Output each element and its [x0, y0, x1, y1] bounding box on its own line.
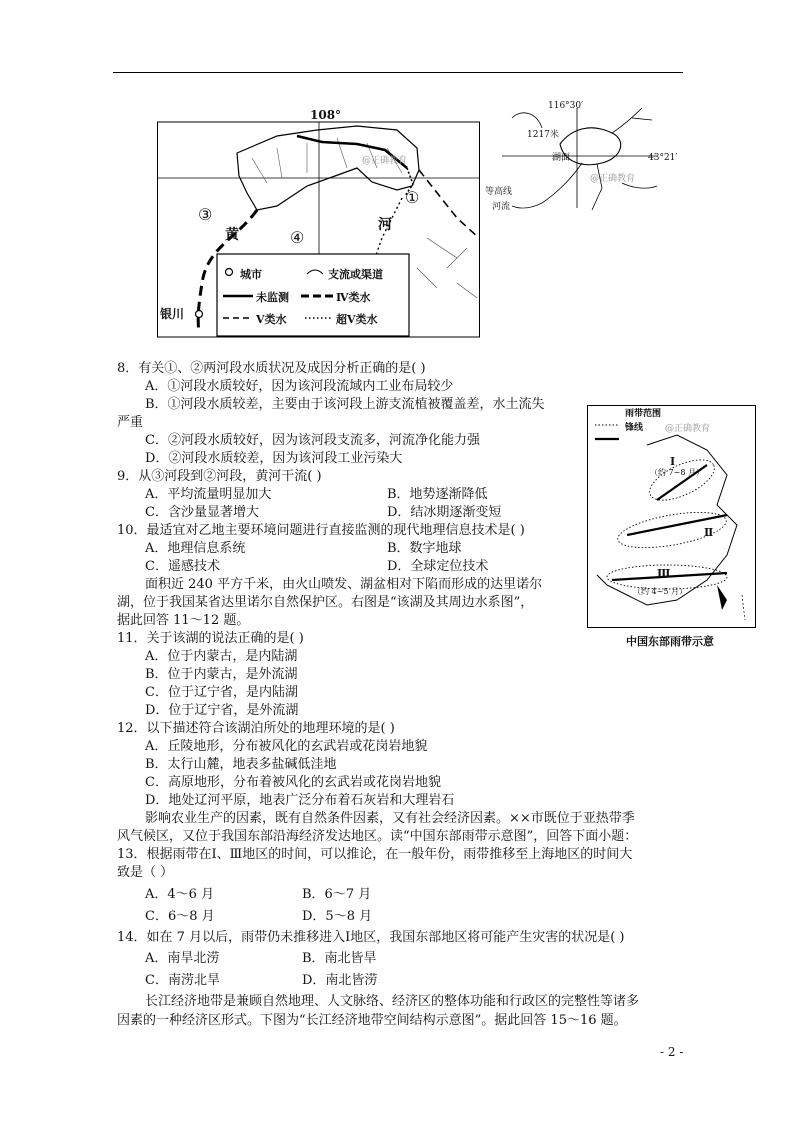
lake-lat: 43°21′ [648, 153, 678, 163]
he-label: 河 [378, 217, 392, 233]
q10-a: A．地理信息系统 [145, 541, 246, 556]
legend-tributary: 支流或渠道 [328, 268, 383, 281]
zone-1-time: （约 7~8 月） [650, 468, 704, 477]
page-number: - 2 - [660, 1045, 684, 1059]
intro-yangtze-1: 长江经济地带是兼顾自然地理、人文脉络、经济区的整体功能和行政区的完整性等诸多 [145, 994, 640, 1009]
q9-c: C．含沙量显著增大 [145, 505, 259, 520]
q9-b: B．地势逐渐降低 [387, 487, 488, 502]
q9-a: A．平均流量明显加大 [145, 487, 272, 502]
q14-a: A．南旱北涝 [145, 951, 220, 966]
q8-c: C．②河段水质较好，因为该河段支流多，河流净化能力强 [145, 433, 480, 448]
q14-stem: 14．如在 7 月以后，雨带仍未推移进入Ⅰ地区，我国东部地区将可能产生灾害的状况是( ) [117, 930, 625, 945]
zone-1: Ⅰ [670, 455, 676, 468]
q8-d: D．②河段水质较差，因为该河段工业污染大 [145, 451, 403, 466]
q13-a: A．4～6 月 [145, 887, 215, 902]
intro-agri-2: 风气候区，又位于我国东部沿海经济发达地区。读“中国东部雨带示意图”，回答下面小题： [117, 829, 638, 844]
q10-d: D．全球定位技术 [387, 559, 489, 574]
q11-stem: 11．关于该湖的说法正确的是( ) [117, 631, 304, 646]
segment-1-label: ① [405, 188, 420, 207]
intro-lake-2: 湖，位于我国某省达里诺尔自然保护区。右图是“该湖及其周边水系图”， [117, 595, 534, 610]
lake-lon: 116°30′ [548, 101, 584, 111]
legend-class4: Ⅳ类水 [336, 291, 371, 304]
q10-stem: 10．最适宜对乙地主要环境问题进行直接监测的现代地理信息技术是( ) [117, 523, 525, 538]
q13-d: D．5～8 月 [302, 909, 373, 924]
zone-3: Ⅲ [657, 567, 671, 580]
q11-c: C．位于辽宁省，是内陆湖 [145, 685, 298, 700]
q8-b: B．①河段水质较差，主要由于该河段上游支流植被覆盖差，水土流失 [145, 397, 545, 412]
q9-stem: 9．从③河段到②河段，黄河干流( ) [117, 469, 322, 484]
q12-c: C．高原地形，分布着被风化的玄武岩或花岗岩地貌 [145, 775, 441, 790]
q14-b: B．南北皆旱 [302, 951, 377, 966]
q13-stem: 13．根据雨带在Ⅰ、Ⅲ地区的时间，可以推论，在一般年份，雨带推移至上海地区的时间大 [117, 847, 633, 862]
header-rule [113, 72, 683, 73]
legend-unmonitored: 未监测 [256, 291, 289, 304]
q10-b: B．数字地球 [387, 541, 462, 556]
yinchuan-label: 银川 [160, 307, 185, 321]
zone-2: Ⅱ [704, 526, 714, 539]
lake-river-label: 河流 [492, 202, 511, 212]
lake-elev: 1217米 [527, 130, 559, 140]
q13-stem-cont: 致是（ ） [117, 865, 174, 880]
q14-d: D．南北皆涝 [302, 973, 378, 988]
lake-watermark: @正确教育 [590, 174, 636, 184]
segment-4-label: ④ [290, 228, 305, 247]
q10-c: C．遥感技术 [145, 559, 220, 574]
q12-stem: 12．以下描述符合该湖泊所处的地理环境的是( ) [117, 721, 395, 736]
rain-caption: 中国东部雨带示意 [626, 635, 714, 648]
intro-lake-3: 据此回答 11～12 题。 [117, 613, 250, 628]
longitude-label: 108° [310, 108, 342, 122]
q11-b: B．位于内蒙古，是外流湖 [145, 667, 298, 682]
q9-d: D．结冰期逐渐变短 [387, 505, 502, 520]
q14-c: C．南涝北旱 [145, 973, 220, 988]
q8-a: A．①河段水质较好，因为该河段流域内工业布局较少 [145, 379, 454, 394]
legend-city: 城市 [240, 268, 262, 281]
rain-legend-range: 雨带范围 [625, 409, 662, 419]
huang-label: 黄 [225, 227, 239, 243]
rain-legend-front: 锋线 [625, 423, 644, 433]
q12-d: D．地处辽河平原，地表广泛分布着石灰岩和大理岩石 [145, 793, 455, 808]
q11-d: D．位于辽宁省，是外流湖 [145, 703, 299, 718]
q12-b: B．太行山麓，地表多盐碱低洼地 [145, 757, 337, 772]
segment-3-label: ③ [198, 205, 213, 224]
zone-3-time: （约 4~5 月） [633, 587, 687, 596]
q8-stem: 8．有关①、②两河段水质状况及成因分析正确的是( ) [117, 361, 426, 376]
legend-super5: 超Ⅴ类水 [336, 313, 378, 326]
q13-c: C．6～8 月 [145, 909, 215, 924]
q13-b: B．6～7 月 [302, 887, 372, 902]
intro-yangtze-2: 因素的一种经济区形式。下图为“长江经济地带空间结构示意图”。据此回答 15～16 题。 [117, 1013, 627, 1028]
q8-b-cont: 严重 [117, 415, 144, 430]
legend-class5: Ⅴ类水 [256, 313, 287, 326]
intro-agri-1: 影响农业生产的因素，既有自然条件因素，又有社会经济因素。××市既位于亚热带季 [145, 811, 635, 826]
q12-a: A．丘陵地形，分布被风化的玄武岩或花岗岩地貌 [145, 739, 428, 754]
watermark: @正确教育 [362, 156, 408, 166]
q11-a: A．位于内蒙古，是内陆湖 [145, 649, 298, 664]
lake-contour-label: 等高线 [485, 187, 513, 197]
intro-lake-1: 面积近 240 平方千米，由火山喷发、湖盆相对下陷而形成的达里诺尔 [145, 577, 543, 592]
rain-watermark: @正确教育 [665, 424, 711, 434]
lake-surface: 湖面 [552, 153, 571, 163]
